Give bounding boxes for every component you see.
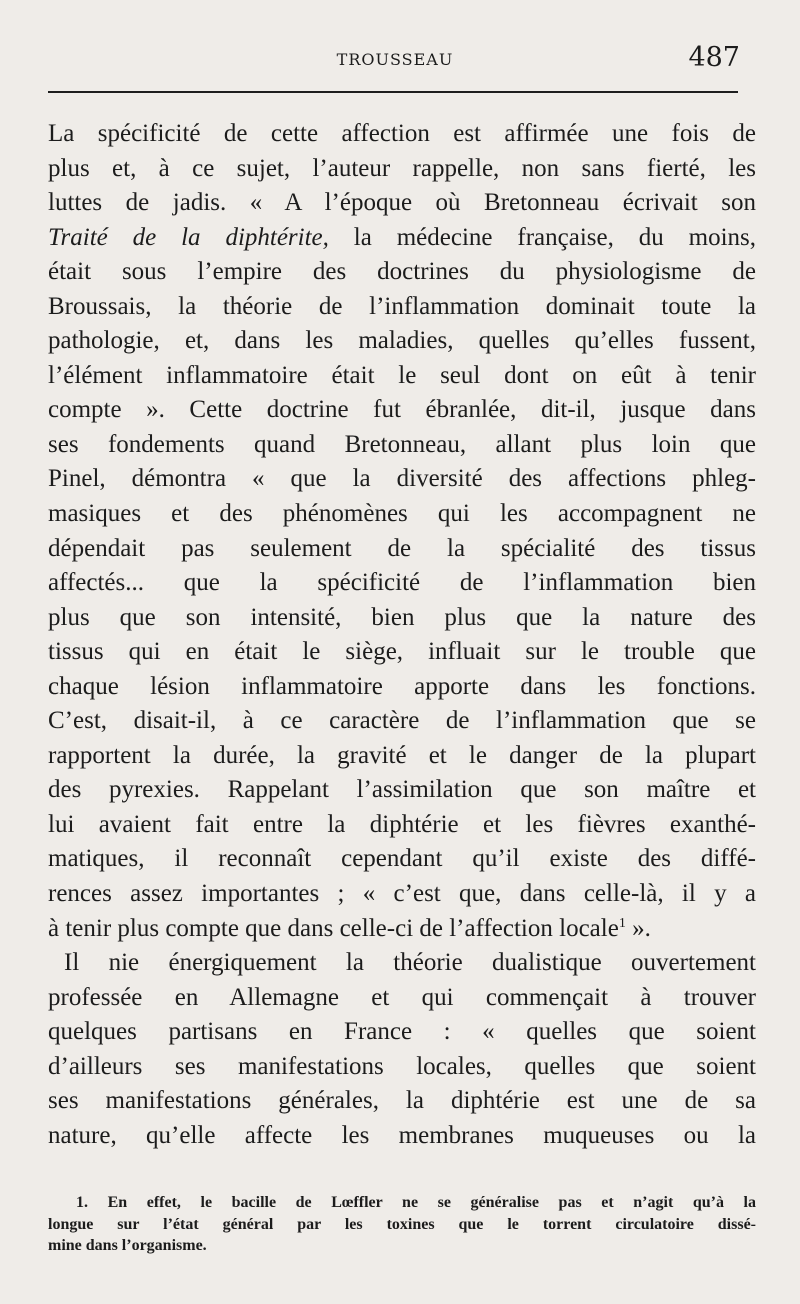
- text-line: plus et, à ce sujet, l’auteur rappelle, non sans fierté, les: [48, 154, 756, 182]
- text-line: compte ». Cette doctrine fut ébranlée, dit-il, jusque dans: [48, 396, 756, 424]
- footnote-reference: 1: [618, 915, 626, 931]
- text-line: quelques partisans en France : « quelles que soient: [48, 1018, 756, 1046]
- text-line: La spécificité de cette affection est affirmée une fois de: [48, 120, 756, 147]
- text-line: nature, qu’elle affecte les membranes muqueuses ou la: [48, 1121, 756, 1149]
- header-rule: [48, 91, 738, 93]
- footnote: [48, 1192, 756, 1257]
- body-text: [48, 117, 756, 1153]
- book-title-italic: Traité de la diphtérite,: [48, 223, 329, 251]
- text-line: [48, 912, 756, 947]
- text-line: Il nie énergiquement la théorie dualistique ouvertement: [64, 949, 756, 977]
- text-line: professée en Allemagne et qui commençait à trouver: [48, 983, 756, 1011]
- page-number: 487: [688, 42, 740, 73]
- text-line: C’est, disait-il, à ce caractère de l’inflammation que se: [48, 707, 756, 735]
- text-line: chaque lésion inflammatoire apporte dans les fonctions.: [48, 672, 756, 700]
- text-line: masiques et des phénomènes qui les accompagnent ne: [48, 500, 756, 528]
- text-line: ses manifestations générales, la diphtérie est une de sa: [48, 1087, 756, 1115]
- footnote-line: mine dans l’organisme.: [48, 1237, 207, 1254]
- text-line: tissus qui en était le siège, influait sur le trouble que: [48, 638, 756, 666]
- text-line: [48, 221, 756, 256]
- text-line: l’élément inflammatoire était le seul dont on eût à tenir: [48, 361, 756, 389]
- text-line: était sous l’empire des doctrines du physiologisme de: [48, 258, 756, 286]
- text-line: dépendait pas seulement de la spécialité des tissus: [48, 534, 756, 562]
- text-line-main: à tenir plus compte que dans celle-ci de l’affection locale: [48, 914, 619, 942]
- text-line: Pinel, démontra « que la diversité des affections phleg-: [48, 465, 756, 493]
- text-line: d’ailleurs ses manifestations locales, quelles que soient: [48, 1052, 756, 1080]
- footnote-line: 1. En effet, le bacille de Lœffler ne se généralise pas et n’agit qu’à la: [76, 1194, 756, 1211]
- text-line: matiques, il reconnaît cependant qu’il existe des diffé-: [48, 845, 756, 873]
- text-line: lui avaient fait entre la diphtérie et les fièvres exanthé-: [48, 810, 756, 838]
- running-head-title: TROUSSEAU: [336, 50, 454, 69]
- text-line: luttes de jadis. « A l’époque où Bretonneau écrivait son: [48, 189, 756, 217]
- text-line: des pyrexies. Rappelant l’assimilation que son maître et: [48, 776, 756, 804]
- text-line-end: ».: [625, 914, 651, 942]
- text-line: pathologie, et, dans les maladies, quelles qu’elles fussent,: [48, 327, 756, 355]
- running-head: [48, 42, 742, 78]
- text-line: plus que son intensité, bien plus que la nature des: [48, 603, 756, 631]
- text-line: ses fondements quand Bretonneau, allant plus loin que: [48, 430, 756, 458]
- text-line: Broussais, la théorie de l’inflammation dominait toute la: [48, 292, 756, 320]
- text-line: rences assez importantes ; « c’est que, dans celle-là, il y a: [48, 880, 756, 908]
- text-line-continuation: la médecine française, du moins,: [328, 223, 756, 251]
- footnote-line: longue sur l’état général par les toxines que le torrent circulatoire dissé-: [48, 1215, 756, 1233]
- text-line: rapportent la durée, la gravité et le danger de la plupart: [48, 741, 756, 769]
- text-line: affectés... que la spécificité de l’inflammation bien: [48, 569, 756, 597]
